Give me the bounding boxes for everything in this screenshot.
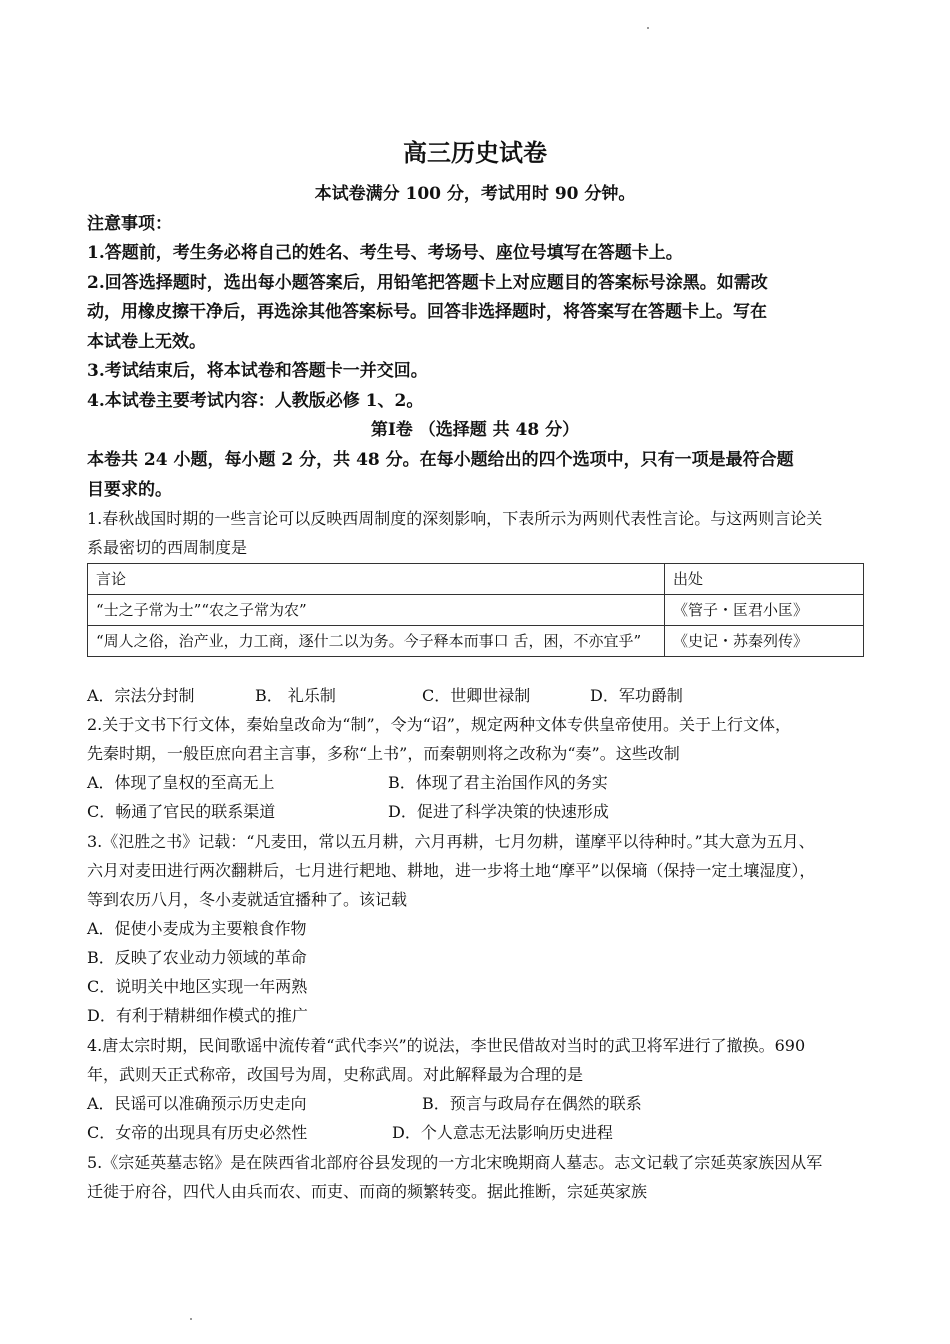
option-c: C．女帝的出现具有历史必然性: [87, 1123, 308, 1142]
quote-table: [87, 563, 864, 657]
notice-item: 2.回答选择题时，选出每小题答案后，用铅笔把答题卡上对应题目的答案标号涂黑。如需改: [87, 273, 768, 293]
option-a: A．宗法分封制: [87, 686, 195, 705]
question-2-stem: 先秦时期，一般臣庶向君主言事，多称“上书”，而秦朝则将之改称为“奏”。这些改制: [87, 744, 680, 763]
notice-heading: 注意事项：: [87, 214, 172, 234]
section-title: 第Ⅰ卷 （选择题 共 48 分）: [370, 420, 580, 440]
option-d: D．个人意志无法影响历史进程: [392, 1123, 613, 1142]
option-b: B．反映了农业动力领域的革命: [87, 948, 307, 967]
option-a: A．促使小麦成为主要粮食作物: [87, 919, 307, 938]
table-header: 言论: [88, 564, 665, 595]
question-5-stem: 5.《宗延英墓志铭》是在陕西省北部府谷县发现的一方北宋晚期商人墓志。志文记载了宗延英家族因从军: [87, 1153, 823, 1172]
scan-mark: [647, 27, 649, 29]
question-3-stem: 等到农历八月，冬小麦就适宜播种了。该记载: [87, 890, 408, 909]
option-a: A．体现了皇权的至高无上: [87, 773, 275, 792]
question-1-stem: 1.春秋战国时期的一些言论可以反映西周制度的深刻影响，下表所示为两则代表性言论。与这两则言论关: [87, 509, 823, 528]
option-b: B． 礼乐制: [255, 686, 336, 705]
notice-item: 动，用橡皮擦干净后，再选涂其他答案标号。回答非选择题时，将答案写在答题卡上。写在: [87, 302, 767, 322]
question-4-stem: 年，武则天正式称帝，改国号为周，史称武周。对此解释最为合理的是: [87, 1065, 584, 1084]
table-cell: 《史记・苏秦列传》: [665, 626, 864, 657]
question-3-stem: 3.《氾胜之书》记载：“凡麦田，常以五月耕，六月再耕，七月勿耕，谨摩平以待种时。”其大意为五月、: [87, 832, 815, 851]
question-1-stem: 系最密切的西周制度是: [87, 538, 248, 557]
option-c: C．说明关中地区实现一年两熟: [87, 977, 308, 996]
exam-subtitle: 本试卷满分 100 分，考试用时 90 分钟。: [314, 184, 636, 204]
table-row: [88, 626, 864, 657]
option-a: A．民谣可以准确预示历史走向: [87, 1094, 307, 1113]
table-row: [88, 595, 864, 626]
table-header-row: [88, 564, 864, 595]
section-description: 目要求的。: [87, 480, 172, 500]
question-2-stem: 2.关于文书下行文体，秦始皇改命为“制”，令为“诏”，规定两种文体专供皇帝使用。关于上行文体，: [87, 715, 791, 734]
option-d: D．有利于精耕细作模式的推广: [87, 1006, 308, 1025]
notice-item: 本试卷上无效。: [87, 332, 206, 352]
notice-item: 4.本试卷主要考试内容：人教版必修 1、2。: [87, 391, 424, 411]
option-d: D．军功爵制: [590, 686, 683, 705]
question-4-stem: 4.唐太宗时期，民间歌谣中流传着“武代李兴”的说法，李世民借故对当时的武卫将军进行了撤换。690: [87, 1036, 806, 1055]
option-c: C．世卿世禄制: [422, 686, 531, 705]
notice-item: 3.考试结束后，将本试卷和答题卡一并交回。: [87, 361, 428, 381]
question-3-stem: 六月对麦田进行两次翻耕后，七月进行耙地、耕地，进一步将土地“摩平”以保墒（保持一定土壤湿度），: [87, 861, 816, 880]
table-header: 出处: [665, 564, 864, 595]
table-cell: “周人之俗，治产业，力工商，逐什二以为务。今子释本而事口 舌，困，不亦宜乎”: [88, 626, 665, 657]
notice-item: 1.答题前，考生务必将自己的姓名、考生号、考场号、座位号填写在答题卡上。: [87, 243, 683, 263]
section-description: 本卷共 24 小题，每小题 2 分，共 48 分。在每小题给出的四个选项中，只有一项是最符合题: [87, 450, 794, 470]
option-b: B．体现了君主治国作风的务实: [388, 773, 608, 792]
option-b: B．预言与政局存在偶然的联系: [422, 1094, 642, 1113]
table-cell: 《管子・匡君小匡》: [665, 595, 864, 626]
scan-mark: [190, 1318, 192, 1320]
page-title: 高三历史试卷: [403, 138, 547, 167]
option-c: C．畅通了官民的联系渠道: [87, 802, 276, 821]
table-cell: “士之子常为士”“农之子常为农”: [88, 595, 665, 626]
option-d: D．促进了科学决策的快速形成: [388, 802, 609, 821]
question-5-stem: 迁徙于府谷，四代人由兵而农、而吏、而商的频繁转变。据此推断，宗延英家族: [87, 1182, 648, 1201]
